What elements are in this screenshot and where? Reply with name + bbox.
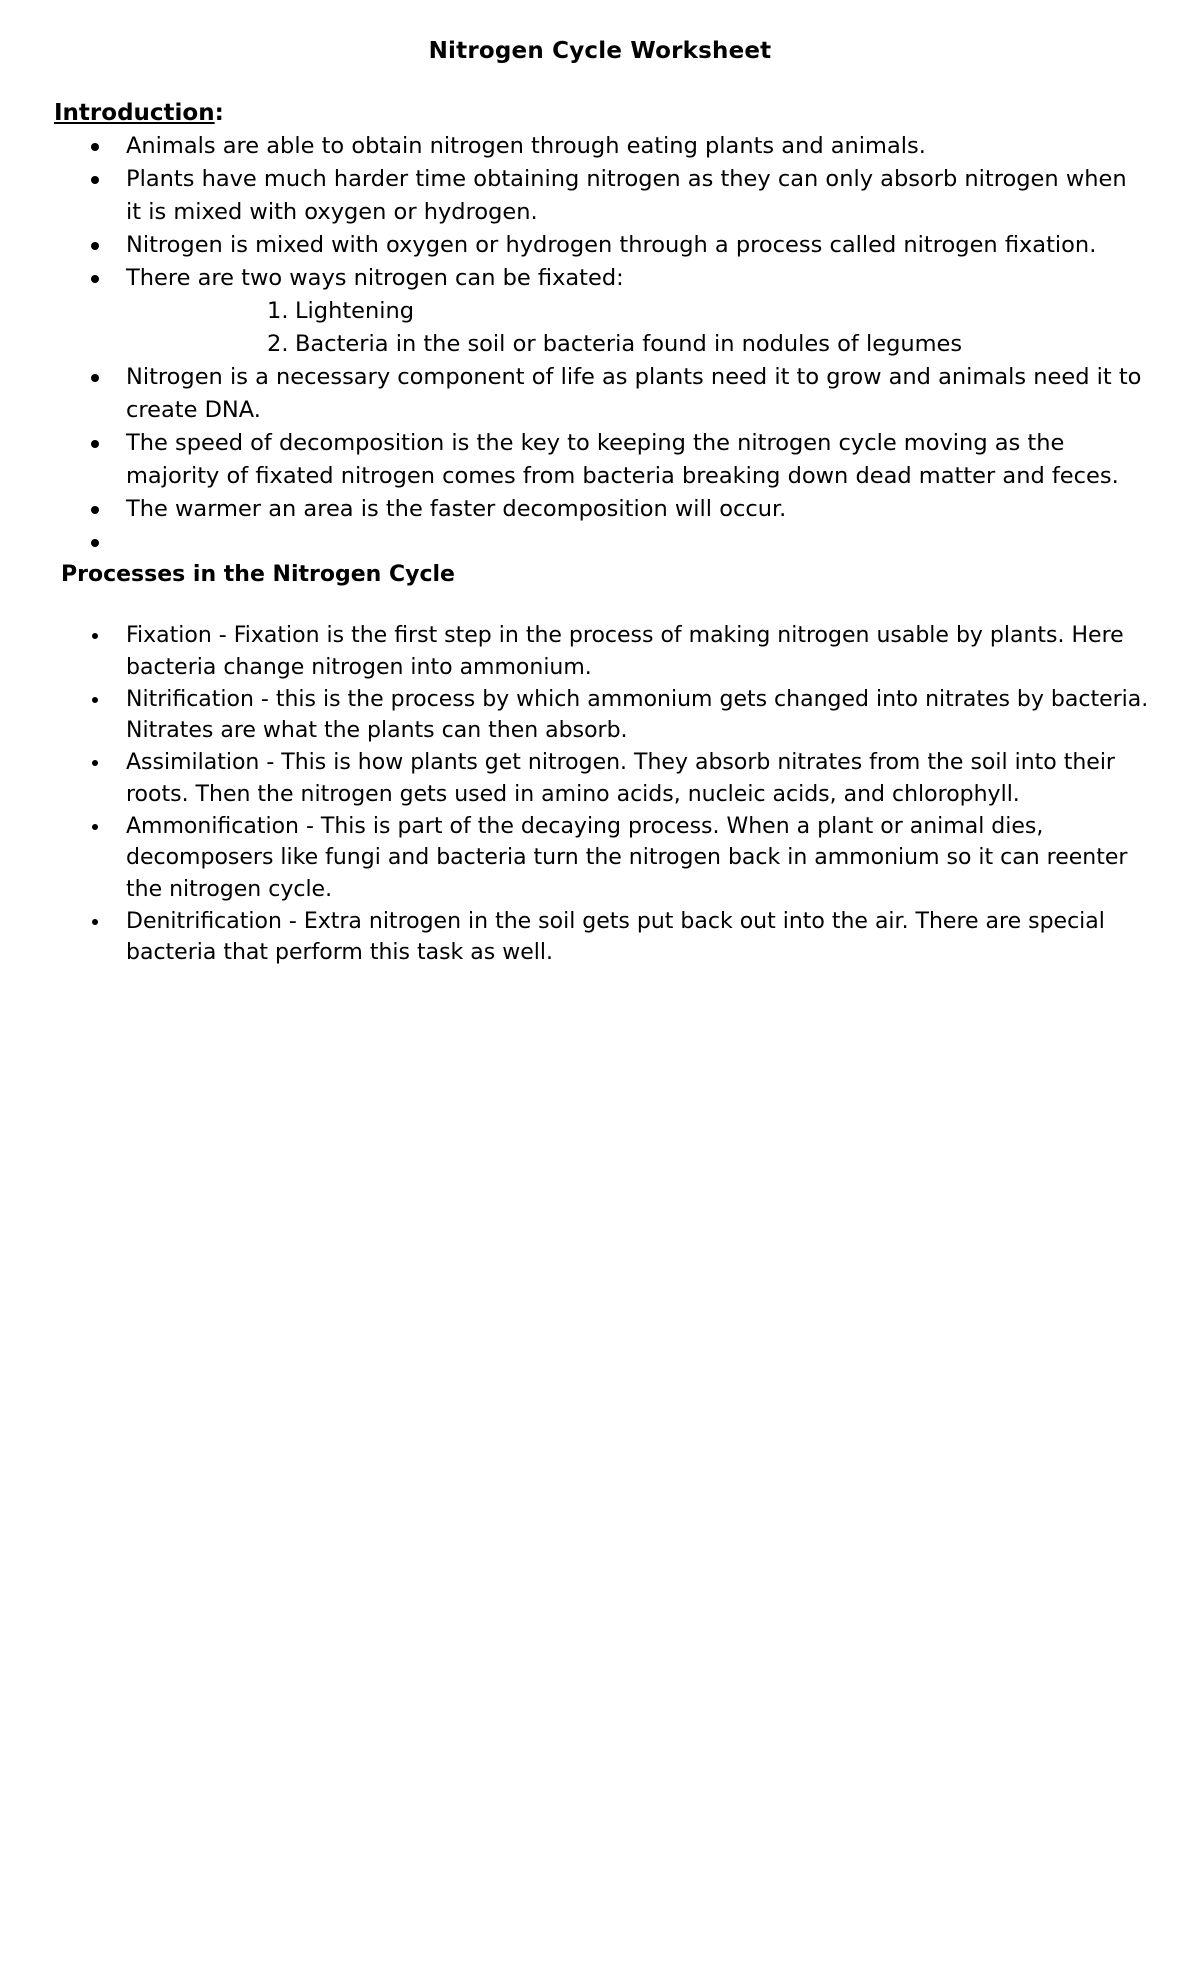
list-item: Assimilation - This is how plants get nitrogen. They absorb nitrates from the soil into their roots. Then the nitrogen gets used in amino acids, nucleic acids, and chlorophyll. <box>54 747 1159 810</box>
sub-item-text: Bacteria in the soil or bacteria found in nodules of legumes <box>295 331 963 357</box>
list-item: Plants have much harder time obtaining nitrogen as they can only absorb nitrogen when it is mixed with oxygen or hydrogen. <box>54 163 1144 229</box>
page-title: Nitrogen Cycle Worksheet <box>428 38 772 64</box>
list-item: Nitrification - this is the process by which ammonium gets changed into nitrates by bacteria. Nitrates are what the plants can then absorb. <box>54 684 1159 747</box>
numbered-sub-item <box>54 328 1144 361</box>
list-item: The speed of decomposition is the key to keeping the nitrogen cycle moving as the majority of fixated nitrogen comes from bacteria breaking down dead matter and feces. <box>54 427 1144 493</box>
processes-heading: Processes in the Nitrogen Cycle <box>61 562 455 587</box>
sub-item-text: Lightening <box>295 298 415 324</box>
list-item: Nitrogen is mixed with oxygen or hydrogen through a process called nitrogen fixation. <box>54 229 1144 262</box>
list-item: Fixation - Fixation is the first step in the process of making nitrogen usable by plants. Here bacteria change nitrogen into ammonium. <box>54 620 1159 683</box>
sub-item-number: 1. <box>267 298 289 324</box>
list-item: Animals are able to obtain nitrogen through eating plants and animals. <box>54 130 1144 163</box>
introduction-heading-colon: : <box>214 100 224 126</box>
introduction-heading-text: Introduction <box>54 100 215 126</box>
list-item: Denitrification - Extra nitrogen in the soil gets put back out into the air. There are special bacteria that perform this task as well. <box>54 906 1159 969</box>
processes-list <box>54 620 1159 969</box>
list-item: The warmer an area is the faster decomposition will occur. <box>54 493 1144 526</box>
list-item: Ammonification - This is part of the decaying process. When a plant or animal dies, decomposers like fungi and bacteria turn the nitrogen back in ammonium so it can reenter the nitrogen cycle. <box>54 811 1159 906</box>
sub-item-number: 2. <box>267 331 289 357</box>
list-item: There are two ways nitrogen can be fixated: <box>54 262 1144 295</box>
introduction-heading <box>54 100 224 126</box>
empty-list-item <box>54 526 1144 559</box>
numbered-sub-item <box>54 295 1144 328</box>
introduction-list <box>54 130 1144 559</box>
list-item: Nitrogen is a necessary component of life as plants need it to grow and animals need it to create DNA. <box>54 361 1144 427</box>
